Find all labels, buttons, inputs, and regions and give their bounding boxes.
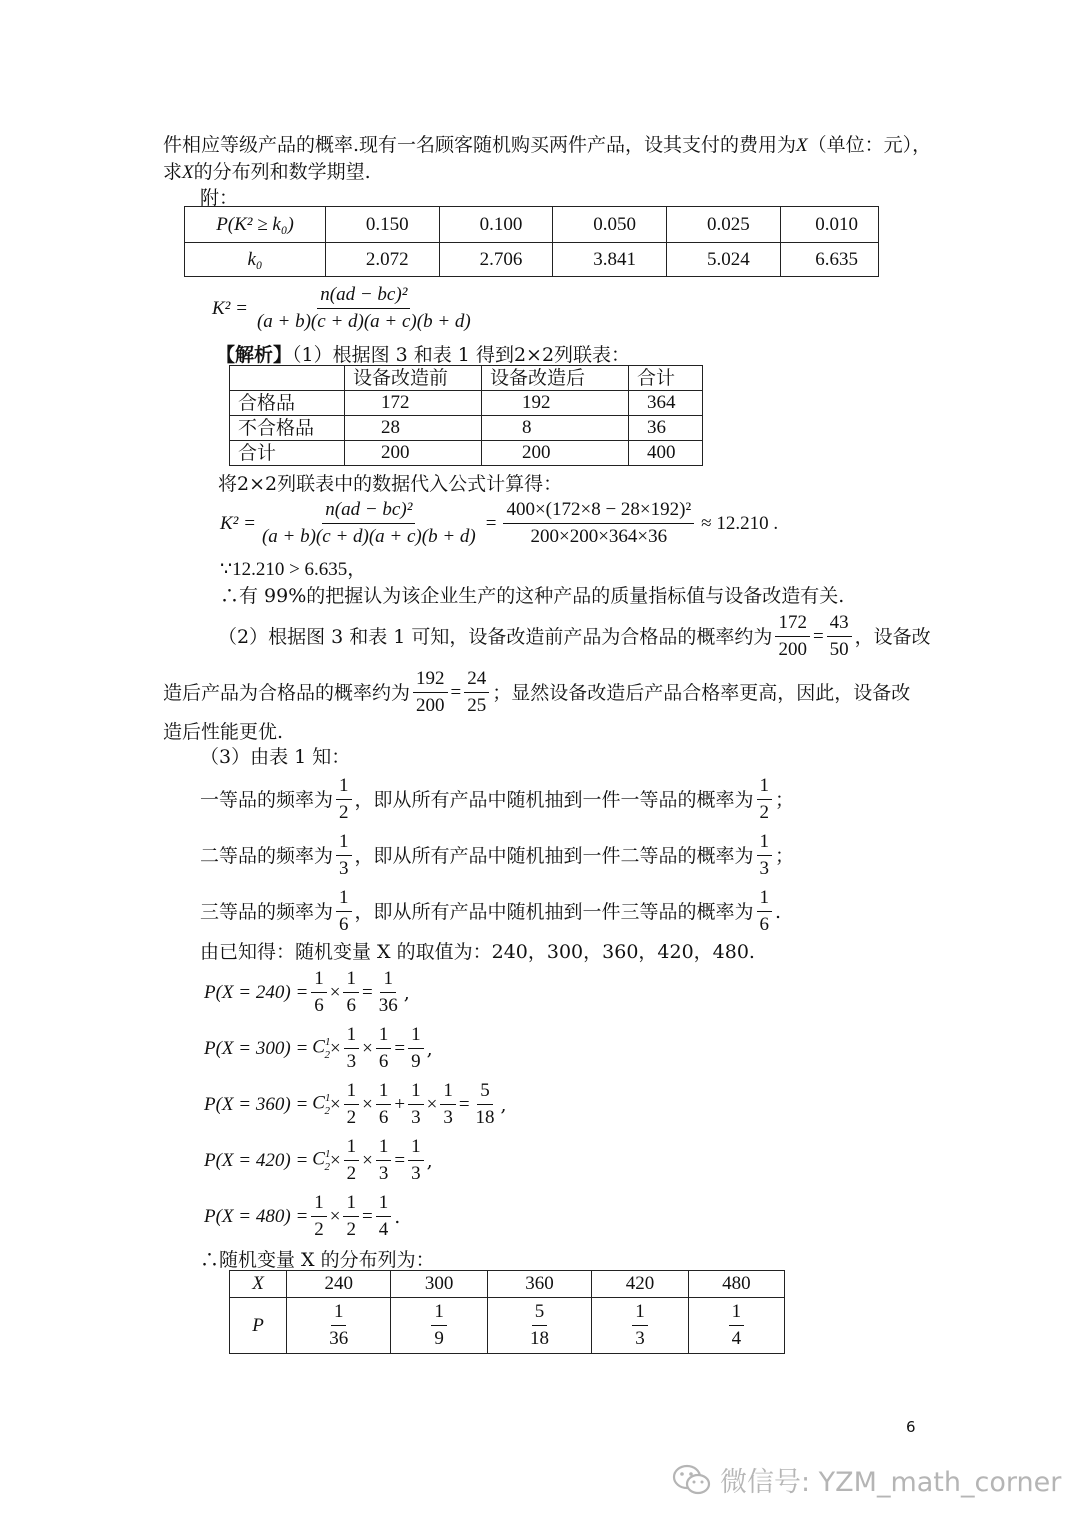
p-value-cell: 0.010 bbox=[780, 207, 878, 243]
formula-denominator: (a + b)(c + d)(a + c)(b + d) bbox=[256, 311, 471, 332]
column-header: 设备改造前 bbox=[345, 366, 482, 391]
p-value-cell: $\frac{5}{18}$ bbox=[487, 1298, 591, 1354]
part2-line-3: 造后性能更优. bbox=[163, 721, 284, 743]
values-line: 由已知得：随机变量 X 的取值为：240，300，360，420，480. bbox=[200, 941, 755, 963]
grade3-line: 三等品的频率为 $\frac{1}{6}$ ，即从所有产品中随机抽到一件三等品的概率为 $\frac{1}{6}$ . bbox=[200, 887, 782, 935]
table-row: 合格品 172 192 364 bbox=[230, 391, 703, 416]
grade1-line: 一等品的频率为 $\frac{1}{2}$ ，即从所有产品中随机抽到一件一等品的概率为 $\frac{1}{2}$ ； bbox=[200, 775, 795, 823]
x-value-cell: 240 bbox=[287, 1271, 391, 1298]
k-squared-formula: K² = $\frac{\text{n(ad − bc)²}}{(a + b)(c + d)(a + c)(b + d)}$ bbox=[212, 282, 477, 335]
p-value-cell: 0.050 bbox=[553, 207, 667, 243]
prob-line-420: P(X = 420) = $C^1_2$ × $\frac{1}{2}$ × $\frac{1}{3}$ = $\frac{1}{3}$ , bbox=[204, 1136, 433, 1184]
x-value-cell: 480 bbox=[688, 1271, 784, 1298]
calc-result: ≈ 12.210 . bbox=[701, 512, 779, 534]
appendix-label: 附： bbox=[200, 187, 239, 209]
x-value-cell: 300 bbox=[391, 1271, 487, 1298]
p-value-cell: 0.150 bbox=[326, 207, 440, 243]
table-row: 合计 200 200 400 bbox=[230, 441, 703, 466]
intro-line-1: 件相应等级产品的概率.现有一名顾客随机购买两件产品，设其支付的费用为X（单位：元）， bbox=[163, 134, 932, 156]
k-value-cell: 2.072 bbox=[326, 243, 440, 277]
p-value-cell: $\frac{1}{36}$ bbox=[287, 1298, 391, 1354]
p-value-cell: $\frac{1}{4}$ bbox=[688, 1298, 784, 1354]
k-value-cell: 3.841 bbox=[553, 243, 667, 277]
k-value-cell: 2.706 bbox=[439, 243, 553, 277]
column-header: 设备改造后 bbox=[482, 366, 629, 391]
prob-line-240: P(X = 240) = $\frac{1}{6}$ × $\frac{1}{6}$ = $\frac{1}{36}$ , bbox=[204, 968, 410, 1016]
k-value-cell: 6.635 bbox=[780, 243, 878, 277]
table-row-label: k₀ bbox=[185, 243, 326, 277]
since-line: ∵12.210 > 6.635， bbox=[220, 559, 367, 580]
k-value-cell: 5.024 bbox=[667, 243, 781, 277]
formula-numerator: n(ad − bc)² bbox=[317, 282, 410, 309]
conclusion-line: ∴有 99%的把握认为该企业生产的这种产品的质量指标值与设备改造有关. bbox=[220, 585, 845, 607]
analysis-heading: 【解析】（1）根据图 3 和表 1 得到2×2列联表： bbox=[216, 344, 631, 366]
intro-line-2: 求X的分布列和数学期望. bbox=[163, 161, 371, 183]
page-number: 6 bbox=[906, 1418, 916, 1436]
calc-denominator: 200×200×364×36 bbox=[530, 526, 668, 547]
p-value-cell: $\frac{1}{9}$ bbox=[391, 1298, 487, 1354]
k-squared-calculation: K² = $\frac{\text{n(ad − bc)²}}{(a + b)(c + d)(a + c)(b + d)}$ = $\frac{\text{400×(172×8 − 28×192)²}}{200\times 200\times 364\times 36}$ ≈ 12.210 . bbox=[220, 497, 778, 550]
part2-line-2: 造后产品为合格品的概率约为 $\frac{192}{200}$ = $\frac{24}{25}$ ；显然设备改造后产品合格率更高，因此，设备改 bbox=[163, 668, 911, 716]
table-row: 不合格品 28 8 36 bbox=[230, 416, 703, 441]
calc-numerator: 400×(172×8 − 28×192)² bbox=[503, 497, 694, 524]
p-value-cell: $\frac{1}{3}$ bbox=[592, 1298, 688, 1354]
x-value-cell: 420 bbox=[592, 1271, 688, 1298]
p-value-cell: 0.100 bbox=[439, 207, 553, 243]
x-value-cell: 360 bbox=[487, 1271, 591, 1298]
prob-line-300: P(X = 300) = $C^1_2$ × $\frac{1}{3}$ × $\frac{1}{6}$ = $\frac{1}{9}$ , bbox=[204, 1024, 433, 1072]
part2-line-1: （2）根据图 3 和表 1 可知，设备改造前产品为合格品的概率约为 $\frac{172}{200}$ = $\frac{43}{50}$ ，设备改 bbox=[218, 612, 931, 660]
contingency-table bbox=[229, 365, 703, 466]
p-value-cell: 0.025 bbox=[667, 207, 781, 243]
prob-line-360: P(X = 360) = $C^1_2$ × $\frac{1}{2}$ × $\frac{1}{6}$ + $\frac{1}{3}$ × $\frac{1}{3}$ = $\frac{5}{18}$ , bbox=[204, 1080, 507, 1128]
prob-line-480: P(X = 480) = $\frac{1}{2}$ × $\frac{1}{2}$ = $\frac{1}{4}$ . bbox=[204, 1192, 401, 1240]
wechat-watermark: 微信号: YZM_math_corner bbox=[672, 1460, 1061, 1499]
column-header: 合计 bbox=[629, 366, 703, 391]
critical-value-table bbox=[184, 206, 879, 277]
var-x: X bbox=[796, 135, 808, 156]
distribution-table: X 240 300 360 420 480 P $\frac{1}{36}$ $\frac{1}{9}$ $\frac{5}{18}$ $\frac{1}{3}$ $\frac{1}{4}$ bbox=[229, 1270, 785, 1354]
grade2-line: 二等品的频率为 $\frac{1}{3}$ ，即从所有产品中随机抽到一件二等品的概率为 $\frac{1}{3}$ ； bbox=[200, 831, 795, 879]
substitute-text: 将2×2列联表中的数据代入公式计算得： bbox=[218, 473, 563, 495]
part3-intro: （3）由表 1 知： bbox=[200, 746, 351, 768]
table-row-label: P(K² ≥ k₀) bbox=[185, 207, 326, 243]
distribution-intro: ∴随机变量 X 的分布列为： bbox=[200, 1249, 435, 1271]
wechat-icon bbox=[672, 1463, 712, 1497]
